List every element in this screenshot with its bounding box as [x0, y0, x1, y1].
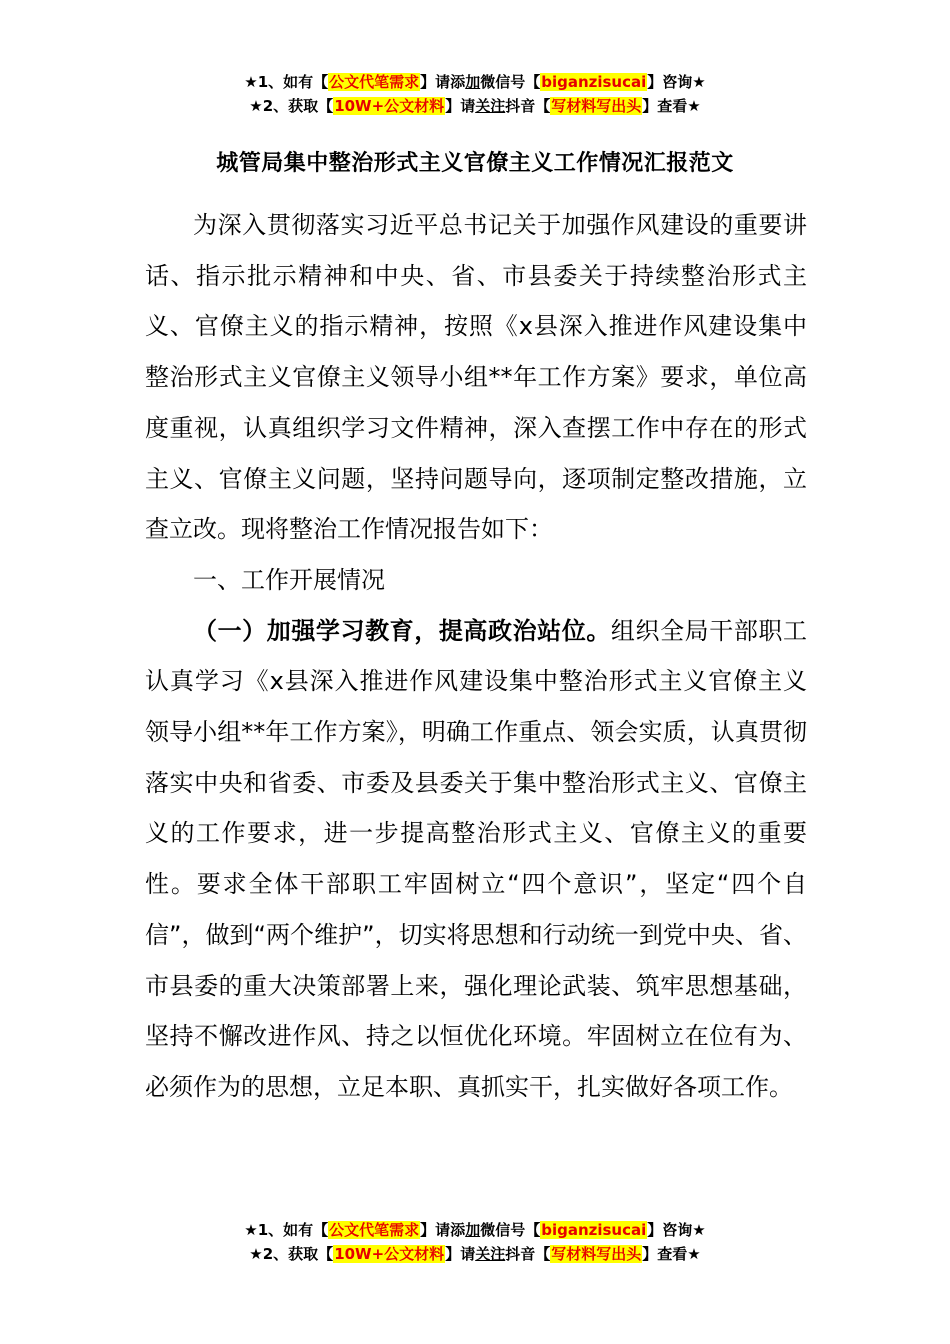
banner-underline: 加	[465, 1221, 481, 1239]
section-heading: 一、工作开展情况	[193, 565, 385, 594]
banner-text: 】咨询★	[647, 73, 706, 91]
banner-text: 】请添	[420, 73, 466, 91]
banner-text: 抖音【	[505, 1245, 551, 1263]
banner-text: ★2、获取【	[249, 97, 334, 115]
banner-underline: 关注	[475, 1245, 506, 1263]
banner-text: 微信号【	[480, 73, 541, 91]
banner-highlight: 10W+公文材料	[334, 97, 445, 115]
banner-text: 抖音【	[505, 97, 551, 115]
subsection-text: 组织全局干部职工认真学习《x县深入推进作风建设集中整治形式主义官僚主义领导小组**年工作方案》，明确工作重点、领会实质，认真贯彻落实中央和省委、市委及县委关于集中整治形式主义、官僚主义的工作要求，进一步提高整治形式主义、官僚主义的重要性。要求全体干部职工牢固树立“四个意识”，坚定“四个自信”，做到“两个维护”，切实将思想和行动统一到党中央、省、市县委的重大决策部署上来，强化理论武装、筑牢思想基础，坚持不懈改进作风、持之以恒优化环境。牢固树立在位有为、必须作为的思想，立足本职、真抓实干，扎实做好各项工作。	[145, 616, 808, 1101]
subsection-heading: （一）加强学习教育，提高政治站位。	[193, 616, 611, 645]
banner-text: ★1、如有【	[244, 73, 329, 91]
banner-text: 】查看★	[642, 97, 701, 115]
banner-highlight: biganzisucai	[541, 1221, 647, 1239]
banner-highlight: 10W+公文材料	[334, 1245, 445, 1263]
banner-text: 】请	[445, 97, 476, 115]
banner-text: 微信号【	[480, 1221, 541, 1239]
banner-highlight: 公文代笔需求	[329, 1221, 420, 1239]
banner-highlight: 写材料写出头	[551, 97, 642, 115]
banner-underline: 加	[465, 73, 481, 91]
banner-highlight: 公文代笔需求	[329, 73, 420, 91]
banner-highlight: 写材料写出头	[551, 1245, 642, 1263]
subsection-paragraph	[145, 606, 807, 1113]
banner-text: 】请添	[420, 1221, 466, 1239]
banner-text: 】咨询★	[647, 1221, 706, 1239]
banner-line-2	[0, 1242, 950, 1266]
banner-text: 】请	[445, 1245, 476, 1263]
header-banner	[0, 70, 950, 118]
document-body	[145, 200, 807, 1113]
banner-line-2	[0, 94, 950, 118]
banner-line-1	[0, 70, 950, 94]
banner-highlight: biganzisucai	[541, 73, 647, 91]
intro-paragraph: 为深入贯彻落实习近平总书记关于加强作风建设的重要讲话、指示批示精神和中央、省、市县委关于持续整治形式主义、官僚主义的指示精神，按照《x县深入推进作风建设集中整治形式主义官僚主义领导小组**年工作方案》要求，单位高度重视，认真组织学习文件精神，深入查摆工作中存在的形式主义、官僚主义问题，坚持问题导向，逐项制定整改措施，立查立改。现将整治工作情况报告如下：	[145, 211, 807, 544]
banner-text: 】查看★	[642, 1245, 701, 1263]
banner-underline: 关注	[475, 97, 506, 115]
banner-line-1	[0, 1218, 950, 1242]
banner-text: ★1、如有【	[244, 1221, 329, 1239]
banner-text: ★2、获取【	[249, 1245, 334, 1263]
document-title: 城管局集中整治形式主义官僚主义工作情况汇报范文	[216, 151, 734, 176]
footer-banner	[0, 1218, 950, 1266]
